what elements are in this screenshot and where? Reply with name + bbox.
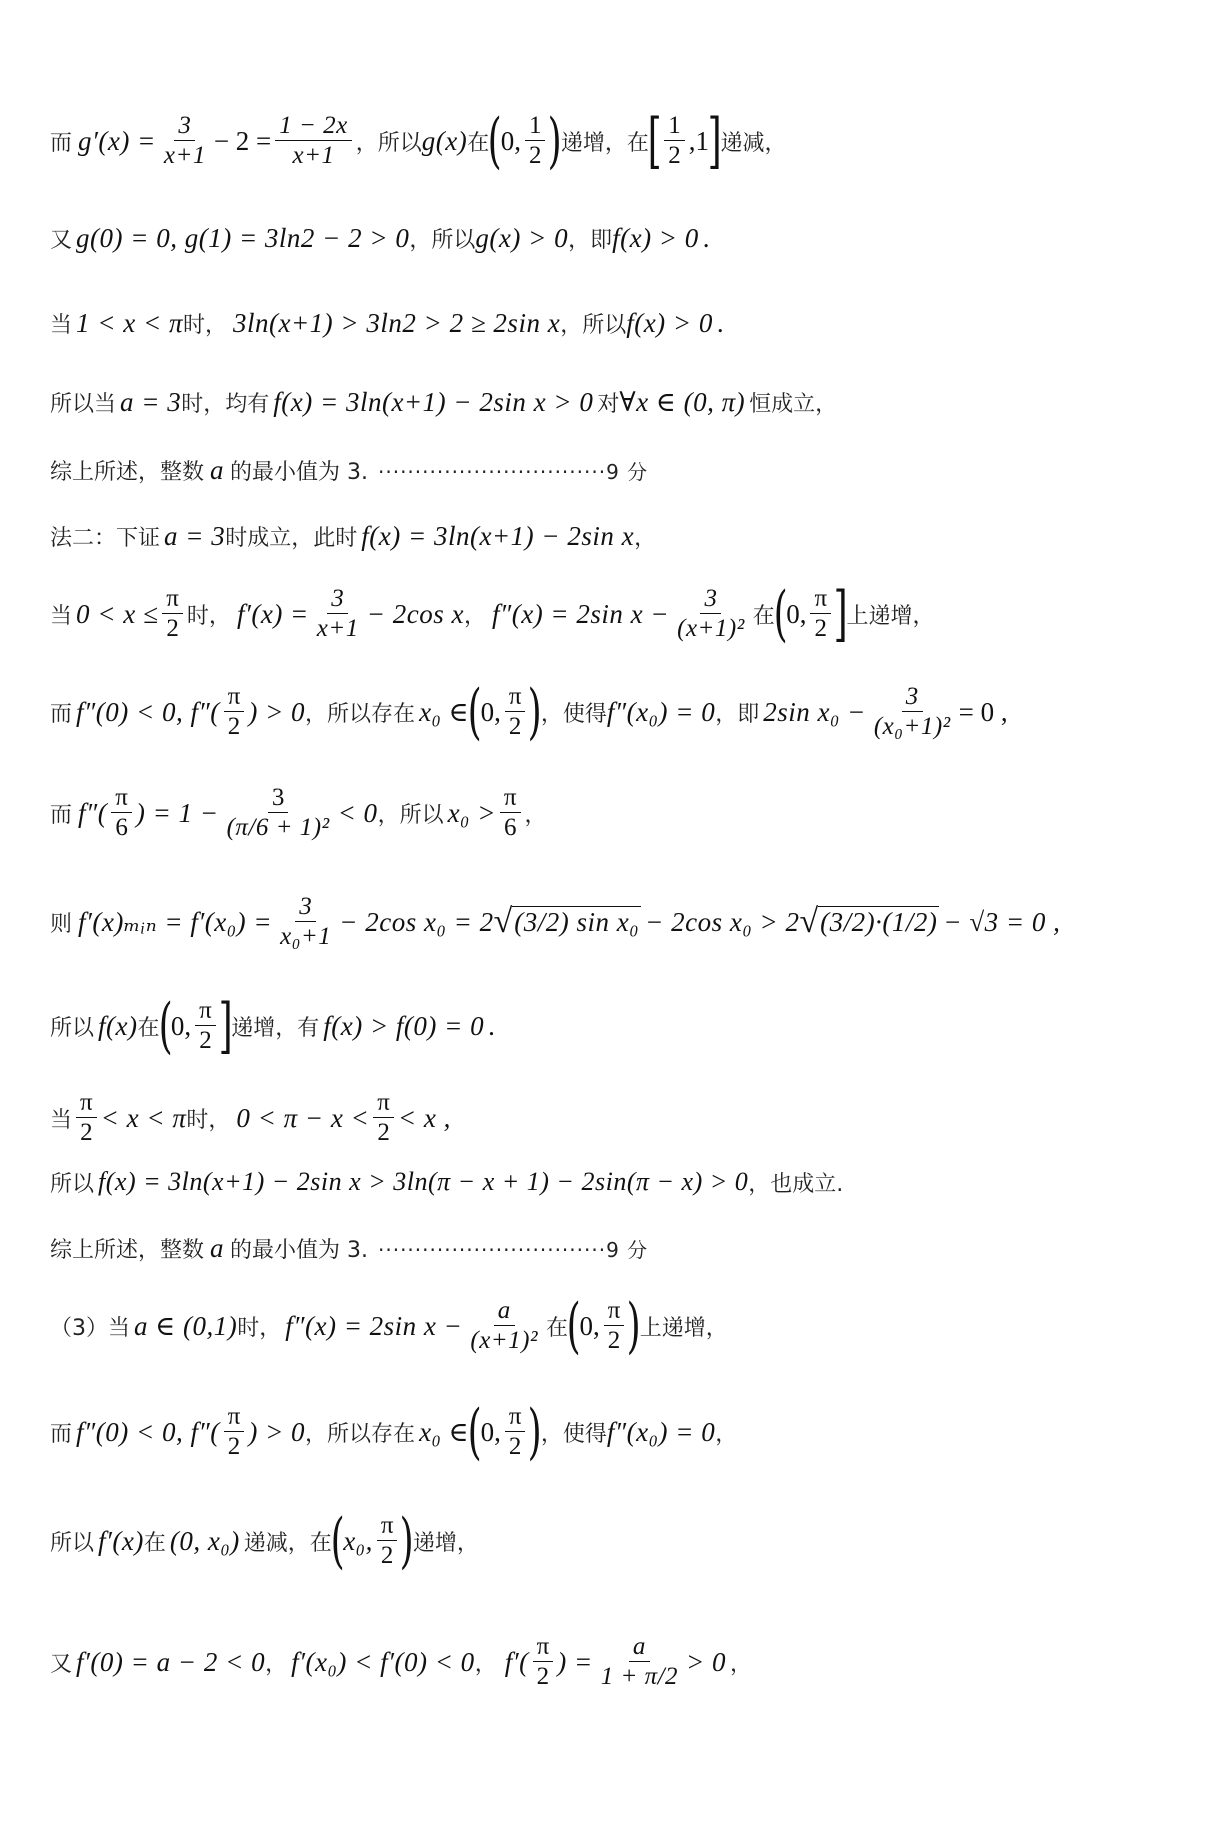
text: ，使得 [540, 1421, 607, 1447]
fraction: $\frac{3}{x+1}$ [163, 111, 206, 169]
text: 递减， [720, 130, 787, 156]
fraction: $\frac{\pi}{6}$ [500, 785, 521, 842]
left-paren: ( [773, 579, 788, 649]
line-10 [50, 886, 1150, 958]
right-paren: ) [548, 106, 563, 176]
formula: x₀ ∈ [419, 1416, 470, 1447]
text: ，即 [568, 227, 613, 253]
formula: 1 < x < π [76, 307, 183, 338]
formula: 0 < x ≤ [76, 598, 159, 629]
text: 时， [182, 312, 227, 338]
formula: f′(x) [98, 1525, 144, 1556]
fraction: $\frac{3}{x+1}$ [316, 584, 359, 642]
left-paren: ( [158, 991, 173, 1061]
formula: f(x) [98, 1010, 138, 1041]
formula: ,1 [688, 125, 710, 156]
line-16 [50, 1396, 1150, 1468]
fraction: $\frac{\pi}{2}$ [224, 684, 245, 741]
formula: ) > 0 [248, 1416, 306, 1447]
formula: ∀x ∈ (0, π) [619, 386, 746, 417]
text: 的最小值为 3. [230, 1237, 368, 1263]
line-3 [50, 303, 1150, 343]
formula: f″(x₀) = 0 [606, 696, 716, 727]
formula: x₀ > [447, 797, 496, 828]
fraction: $\frac{\pi}{2}$ [505, 1404, 526, 1461]
formula: f″( [78, 797, 108, 828]
text: ，所以存在 [305, 701, 416, 727]
right-bracket: ] [833, 579, 848, 649]
formula: a = 3 [164, 520, 226, 551]
formula: 2sin x₀ − [763, 696, 866, 727]
fraction: $\frac{\pi}{2}$ [76, 1090, 97, 1147]
formula: 3ln(x+1) > 3ln2 > 2 ≥ 2sin x [232, 307, 561, 338]
formula: 0, [786, 598, 807, 629]
text: ，也成立. [748, 1171, 844, 1197]
right-paren: ) [627, 1291, 642, 1361]
text: 在 [143, 1530, 166, 1556]
formula: = 0 , [958, 696, 1008, 727]
formula: f′(x₀) < f′(0) < 0 [291, 1646, 475, 1677]
formula: . [716, 307, 724, 338]
formula: f″(x) = 2sin x − [491, 598, 670, 629]
formula: ) = [557, 1646, 593, 1677]
text: （3）当 [50, 1315, 130, 1341]
text: ，所以 [409, 227, 476, 253]
text: 综上所述，整数 [50, 459, 205, 485]
text: 所以 [50, 1171, 95, 1197]
formula: a ∈ (0,1) [134, 1310, 238, 1341]
fraction: $\frac{3}{\text{(x+1)²}}$ [677, 584, 745, 642]
line-9 [50, 765, 1150, 861]
text: 在 [137, 1015, 160, 1041]
line-1 [50, 106, 1150, 176]
formula: < x < π [100, 1102, 187, 1133]
formula: − 2 = [213, 125, 272, 156]
text: 递增，有 [231, 1015, 320, 1041]
text: 又 [50, 227, 73, 253]
score-marker: ·······························9 分 [378, 1237, 649, 1262]
left-paren: ( [487, 106, 503, 176]
fraction: $\frac{a}{\text{(x+1)²}}$ [470, 1296, 539, 1354]
text: ， [730, 1651, 753, 1677]
formula: 0, [170, 1010, 192, 1041]
line-11 [50, 990, 1150, 1062]
fraction: $\frac{1}{2}$ [664, 113, 685, 170]
text: 对 [597, 391, 620, 417]
formula: ) = 1 − [135, 797, 219, 828]
text: ， [634, 525, 657, 551]
formula: a = 3 [120, 386, 182, 417]
formula: f(x) > 0 [626, 307, 713, 338]
fraction: $\frac{\pi}{2}$ [195, 998, 216, 1055]
fraction: $\frac{\pi}{2}$ [224, 1404, 245, 1461]
text: 法二：下证 [50, 525, 161, 551]
text: 而 [50, 130, 73, 156]
formula: (0, x₀) [169, 1525, 240, 1556]
line-13 [50, 1162, 1150, 1202]
formula: − 2cos x [366, 598, 464, 629]
left-paren: ( [330, 1506, 345, 1576]
fraction: $\frac{\pi}{2}$ [810, 586, 831, 643]
fraction: $\frac{\pi}{2}$ [533, 1634, 554, 1691]
formula: a [210, 1232, 225, 1263]
sqrt-sign: √ [493, 903, 513, 940]
text: 时成立，此时 [225, 525, 358, 551]
text: 所以 [50, 1530, 95, 1556]
formula: f′(x) = [236, 598, 309, 629]
text: ， [524, 802, 547, 828]
fraction: $\frac{\pi}{2}$ [377, 1513, 398, 1570]
formula: f′(x)ₘᵢₙ = f′(x₀) = [78, 906, 273, 937]
formula: f(x) = 3ln(x+1) − 2sin x > 3ln(π − x + 1) − 2sin(π − x) > 0 [98, 1167, 749, 1196]
text: ， [474, 1651, 497, 1677]
formula: (3/2)·(1/2) [820, 907, 938, 937]
line-17 [50, 1505, 1150, 1577]
formula: f(x) = 3ln(x+1) − 2sin x [361, 520, 635, 551]
fraction: $\frac{1}{2}$ [525, 113, 546, 170]
formula: g′(x) = [78, 125, 156, 156]
formula: 0 < π − x < [236, 1102, 370, 1133]
text: 在 [546, 1315, 569, 1341]
line-8 [50, 676, 1150, 748]
formula: f′( [504, 1646, 529, 1677]
text: 时， [237, 1315, 282, 1341]
formula: 0, [480, 1416, 501, 1447]
text: 又 [50, 1651, 73, 1677]
formula: g(x) [421, 125, 468, 156]
formula: 0, [480, 696, 501, 727]
fraction: $\frac{a}{1 + \pi/2}$ [600, 1632, 679, 1690]
text: 在 [752, 603, 775, 629]
formula: − 2cos x₀ > 2 [645, 906, 800, 937]
sqrt-sign: √ [799, 903, 819, 940]
fraction: $\frac{1 - 2x}{x+1}$ [275, 113, 351, 170]
text: 递减，在 [243, 1530, 332, 1556]
formula: 0, [579, 1310, 600, 1341]
formula: f(x) > 0 [612, 222, 699, 253]
text: 而 [50, 802, 73, 828]
formula: f(x) > f(0) = 0 [323, 1010, 485, 1041]
line-18 [50, 1612, 1150, 1712]
formula: ) > 0 [248, 696, 306, 727]
right-bracket: ] [218, 991, 233, 1061]
fraction: $\frac{\pi}{2}$ [162, 586, 183, 643]
formula: (3/2) sin x₀ [514, 907, 640, 937]
line-14 [50, 1228, 1150, 1268]
fraction: $\frac{\pi}{6}$ [111, 785, 132, 842]
formula: . [488, 1010, 495, 1041]
formula: − 2cos x₀ = 2 [339, 906, 494, 937]
line-7 [50, 578, 1150, 650]
text: 所以当 [50, 391, 117, 417]
text: 所以 [50, 1015, 95, 1041]
fraction: $\frac{\pi}{2}$ [373, 1090, 394, 1147]
text: ，所以存在 [305, 1421, 416, 1447]
text: 上递增， [846, 603, 935, 629]
right-paren: ) [400, 1506, 415, 1576]
fraction: $\frac{3}{\text{x₀+1}}$ [280, 892, 332, 950]
text: 当 [50, 603, 73, 629]
line-2 [50, 218, 1150, 258]
line-12 [50, 1085, 1150, 1151]
line-6 [50, 516, 1150, 556]
left-bracket: [ [647, 106, 662, 176]
left-paren: ( [566, 1291, 581, 1361]
text: 递增， [412, 1530, 479, 1556]
text: ， [715, 1421, 738, 1447]
text: 当 [50, 1107, 73, 1133]
formula: f″(0) < 0, f″( [76, 1416, 220, 1447]
formula: f″(x₀) = 0 [606, 1416, 716, 1447]
formula: x₀, [343, 1525, 373, 1556]
fraction: $\frac{3}{\text{(x₀+1)²}}$ [873, 682, 951, 740]
formula: . [702, 222, 710, 253]
formula: x₀ ∈ [419, 696, 470, 727]
text: 恒成立， [749, 391, 838, 417]
right-bracket: ] [707, 106, 722, 176]
text: 递增，在 [560, 130, 649, 156]
formula: f″(0) < 0, f″( [76, 696, 220, 727]
text: 的最小值为 3. [230, 459, 368, 485]
formula: g(x) > 0 [475, 222, 569, 253]
formula: > 0 [686, 1646, 727, 1677]
text: 则 [50, 911, 73, 937]
fraction: $\frac{3}{\text{(π/6 + 1)²}}$ [226, 783, 330, 841]
formula: f(x) = 3ln(x+1) − 2sin x > 0 [273, 386, 594, 417]
line-5 [50, 450, 1150, 490]
formula: − √3 = 0 , [943, 906, 1061, 937]
text: ， [265, 1651, 288, 1677]
right-paren: ) [528, 1397, 543, 1467]
text: ，使得 [540, 701, 607, 727]
text: 时， [186, 1107, 231, 1133]
fraction: $\frac{\pi}{2}$ [604, 1298, 625, 1355]
text: 上递增， [639, 1315, 728, 1341]
right-paren: ) [528, 677, 543, 747]
text: 在 [467, 130, 490, 156]
text: ，所以 [377, 802, 444, 828]
line-15 [50, 1290, 1150, 1362]
text: 当 [50, 312, 73, 338]
formula: g(0) = 0, g(1) = 3ln2 − 2 > 0 [76, 222, 410, 253]
formula: < x , [397, 1102, 451, 1133]
formula: a [210, 454, 225, 485]
left-paren: ( [467, 677, 482, 747]
line-4 [50, 380, 1150, 424]
formula: 0, [500, 125, 521, 156]
formula: f″(x) = 2sin x − [285, 1310, 463, 1341]
text: ， [463, 603, 486, 629]
score-marker: ·······························9 分 [378, 459, 649, 484]
left-paren: ( [467, 1397, 482, 1467]
text: 而 [50, 1421, 73, 1447]
text: 而 [50, 701, 73, 727]
formula: < 0 [337, 797, 378, 828]
text: 时， [186, 603, 231, 629]
fraction: $\frac{\pi}{2}$ [505, 684, 526, 741]
text: 时，均有 [181, 391, 270, 417]
text: ，所以 [355, 130, 422, 156]
text: ，所以 [560, 312, 627, 338]
text: ，即 [715, 701, 760, 727]
text: 综上所述，整数 [50, 1237, 205, 1263]
formula: f′(0) = a − 2 < 0 [76, 1646, 266, 1677]
